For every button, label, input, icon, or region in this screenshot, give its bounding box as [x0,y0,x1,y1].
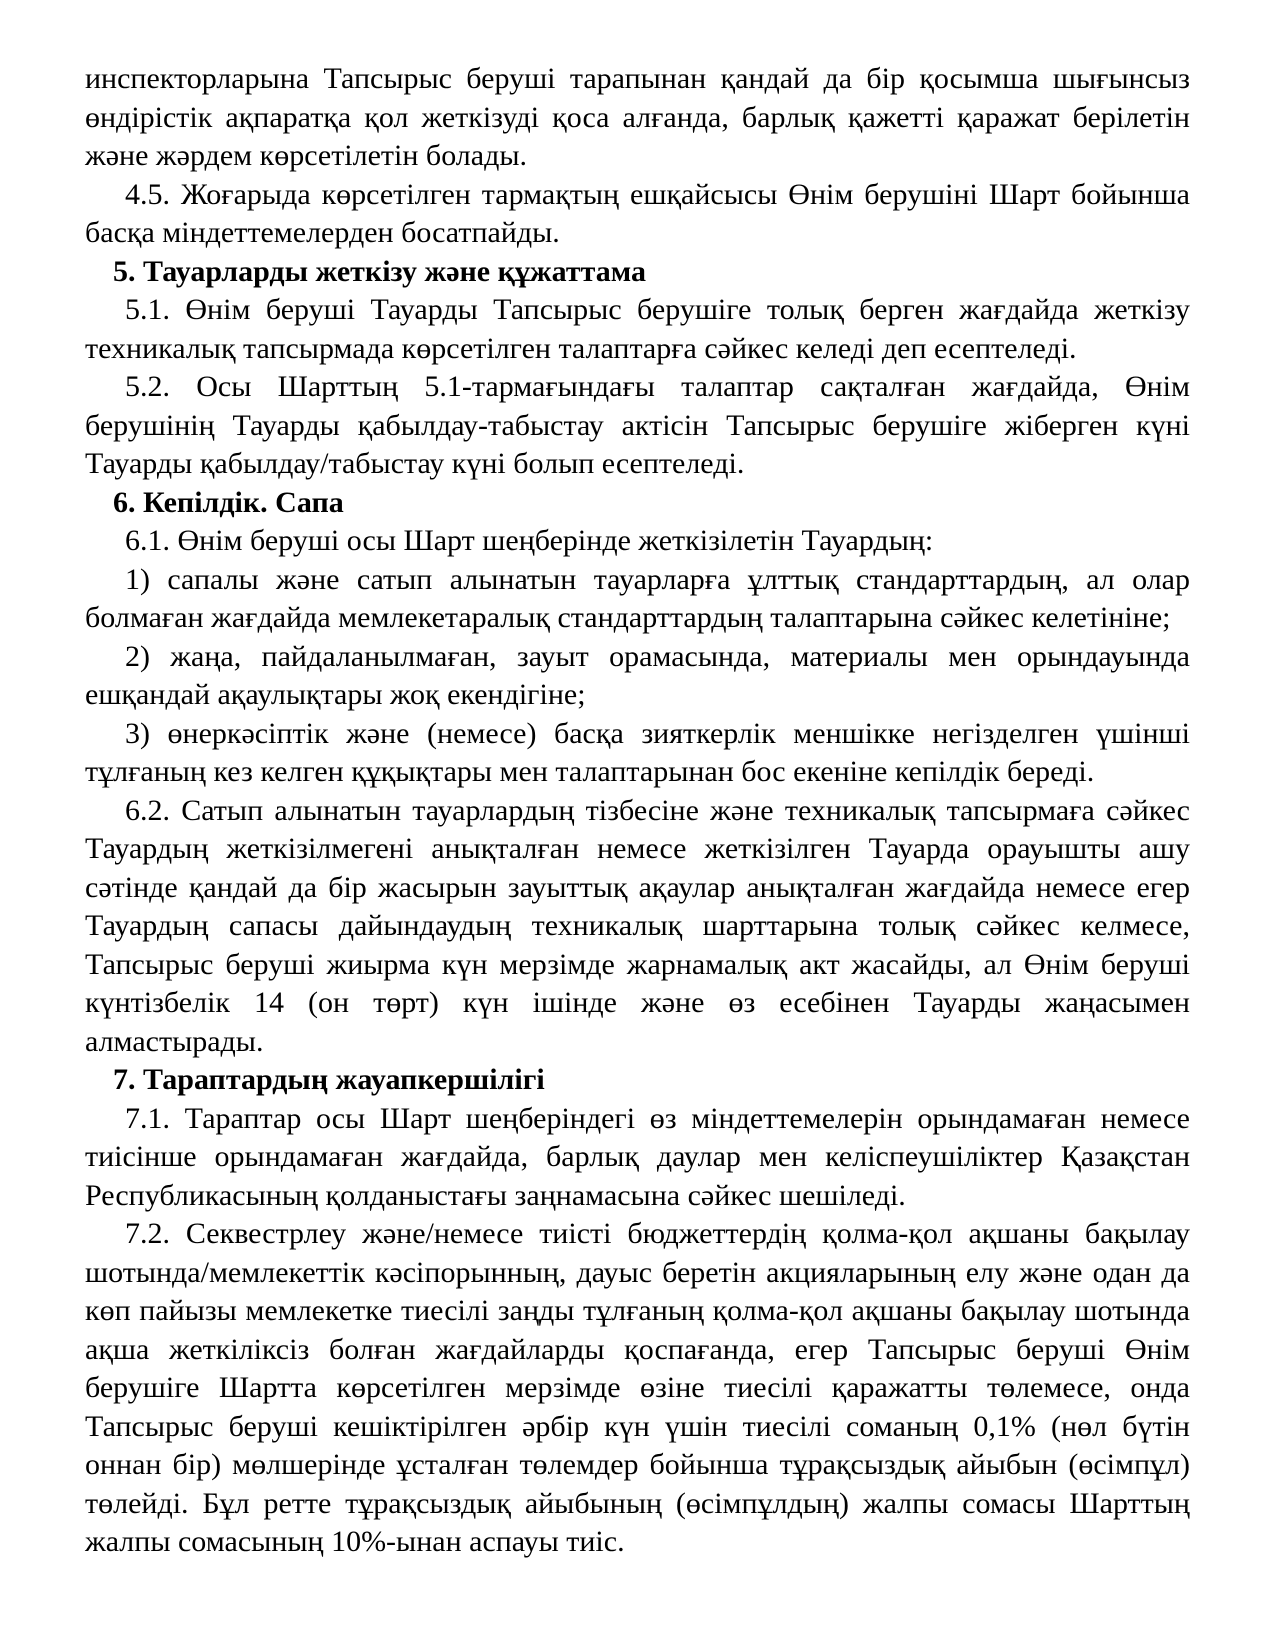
paragraph: 5.2. Осы Шарттың 5.1-тармағындағы талаптар сақталған жағдайда, Өнім берушінің Тауарды қабылдау-табыстау актісін Тапсырыс берушіге жіберген күні Тауарды қабылдау/табыстау күні болып есептеледі. [85,370,1190,480]
paragraph: 3) өнеркәсіптік және (немесе) басқа зияткерлік меншікке негізделген үшінші тұлғаның кез келген құқықтары мен талаптарынан бос екеніне кепілдік береді. [85,716,1190,788]
paragraph: 6.1. Өнім беруші осы Шарт шеңберінде жеткізілетін Тауардың: [125,524,934,557]
paragraph: 7.1. Тараптар осы Шарт шеңберіндегі өз міндеттемелерін орындамаған немесе тиісінше орындамаған жағдайда, барлық даулар мен келіспеушіліктер Қазақстан Республикасының қолданыстағы заңнамасына сәйкес шешіледі. [85,1101,1190,1212]
paragraph: 5.1. Өнім беруші Тауарды Тапсырыс берушіге толық берген жағдайда жеткізу техникалық тапсырмада көрсетілген талаптарға сәйкес келеді деп есептеледі. [85,293,1190,365]
document-content [85,60,1190,1562]
paragraph: 7.2. Секвестрлеу және/немесе тиісті бюджеттердің қолма-қол ақшаны бақылау шотында/мемлекеттік кәсіпорынның, дауыс беретін акцияларының елу және одан да көп пайызы мемлекетке тиесілі заңды тұлғаның қолма-қол ақшаны бақылау шотында ақша жеткіліксіз болған жағдайларды қоспағанда, егер Тапсырыс беруші Өнім берушіге Шартта көрсетілген мерзімде өзіне тиесілі қаражатты төлемесе, онда Тапсырыс беруші кешіктірілген әрбір күн үшін тиесілі соманың 0,1% (нөл бүтін оннан бір) мөлшерінде ұсталған төлемдер бойынша тұрақсыздық айыбын (өсімпұл) төлейді. Бұл ретте тұрақсыздық айыбының (өсімпұлдың) жалпы сомасы Шарттың жалпы сомасының 10%-ынан аспауы тиіс. [85,1217,1190,1558]
paragraph: инспекторларына Тапсырыс беруші тарапынан қандай да бір қосымша шығынсыз өндірістік ақпаратқа қол жеткізуді қоса алғанда, барлық қажетті қаражат берілетін және жәрдем көрсетілетін болады. [85,62,1190,172]
paragraph: 4.5. Жоғарыда көрсетілген тармақтың ешқайсысы Өнім берушіні Шарт бойынша басқа міндеттемелерден босатпайды. [85,177,1190,249]
section-heading: 7. Тараптардың жауапкершілігі [113,1063,545,1096]
section-heading: 6. Кепілдік. Сапа [113,485,344,519]
section-heading: 5. Тауарларды жеткізу және құжаттама [113,254,646,288]
paragraph: 6.2. Сатып алынатын тауарлардың тізбесіне және техникалық тапсырмаға сәйкес Тауардың жеткізілмегені анықталған немесе жеткізілген Тауарда орауышты ашу сәтінде қандай да бір жасырын зауыттық ақаулар анықталған жағдайда немесе егер Тауардың сапасы дайындаудың техникалық шарттарына толық сәйкес келмесе, Тапсырыс беруші жиырма күн мерзімде жарнамалық акт жасайды, ал Өнім беруші күнтізбелік 14 (он төрт) күн ішінде және өз есебінен Тауарды жаңасымен алмастырады. [85,793,1190,1058]
paragraph: 2) жаңа, пайдаланылмаған, зауыт орамасында, материалы мен орындауында ешқандай ақаулықтары жоқ екендігіне; [85,639,1190,711]
paragraph: 1) сапалы және сатып алынатын тауарларға ұлттық стандарттардың, ал олар болмаған жағдайда мемлекетаралық стандарттардың талаптарына сәйкес келетініне; [85,562,1190,634]
